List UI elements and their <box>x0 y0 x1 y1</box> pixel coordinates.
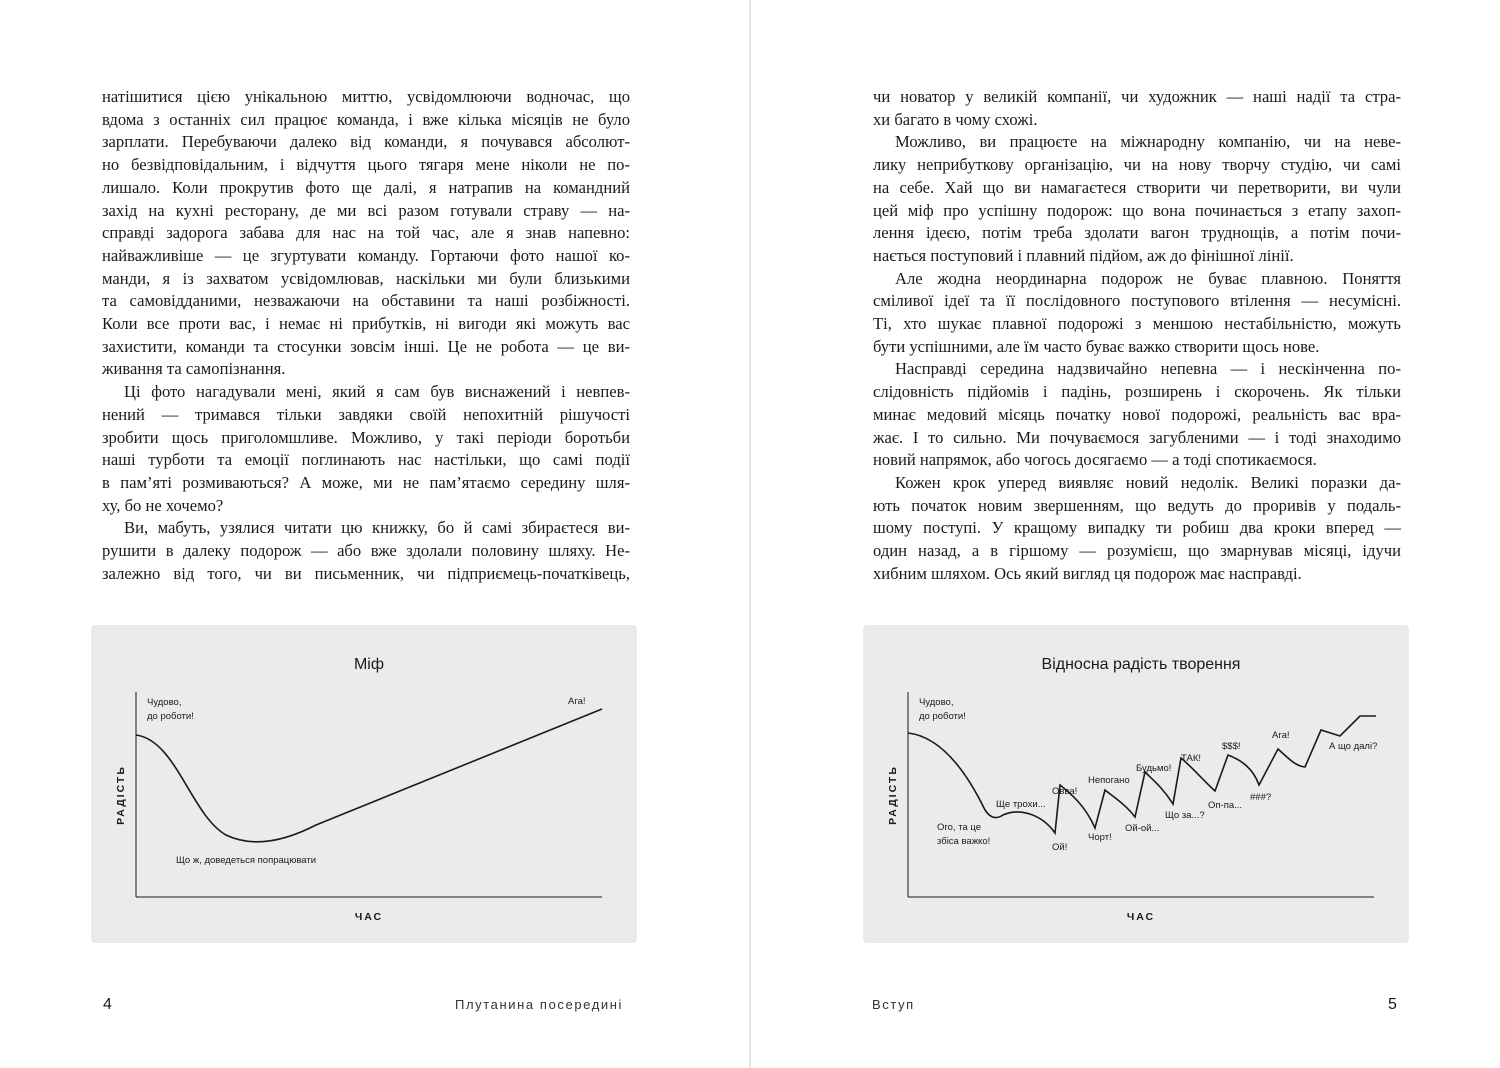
text-line: лику неприбуткову організацію, чи на нову творчу студію, чи самі <box>873 155 1401 175</box>
text-line: Але жодна неординарна подорож не буває плавною. Поняття <box>895 268 1401 288</box>
text-line: бути успішними, але їм часто буває важко створити щось нове. <box>873 336 1320 356</box>
text-line: но безвідповідальним, і відчуття цього тягаря мене ніколи не по- <box>102 155 630 175</box>
annotation-nepohano: Непогано <box>1088 775 1130 786</box>
text-line: Ті, хто шукає плавної подорожі з меншою нестабільністю, можуть <box>873 314 1401 334</box>
left-page-body-text <box>102 86 630 585</box>
text-line: справді задорога забава для нас на той час, але я знав напевно: <box>102 223 630 243</box>
right-page <box>751 0 1500 1068</box>
page-number: 4 <box>103 996 112 1013</box>
chart-title: Міф <box>353 656 385 673</box>
annotation-start-line1: Чудово, <box>147 697 182 708</box>
text-line: Насправді середина надзвичайно непевна — і нескінченна по- <box>895 359 1401 379</box>
creative-joy-chart-figure <box>863 625 1409 943</box>
annotation-budmo: Будьмо! <box>1136 763 1172 774</box>
x-axis-label: ЧАС <box>354 911 384 923</box>
text-line: лишало. Коли прокрутив фото ще далі, я натрапив на командний <box>102 177 630 197</box>
annotation-dollars: $$$! <box>1222 741 1241 752</box>
text-line: слідовність підйомів і падінь, розширень і скорочень. Як тільки <box>873 382 1401 402</box>
text-line: рушити в далеку подорож — або вже здолали половину шляху. Не- <box>102 541 630 561</box>
text-line: Коли все проти вас, і немає ні прибутків, ні вигоди які можуть вас <box>102 314 630 334</box>
right-page-body-text <box>873 86 1401 585</box>
text-line: лення ідеєю, потім треба здолати вагон труднощів, а потім почи- <box>873 223 1401 243</box>
annotation-ogo-line1: Ого, та це <box>937 822 981 833</box>
page-number: 5 <box>1388 996 1397 1013</box>
text-line: зарплати. Перебуваючи далеко від команди, я почувався абсолют- <box>102 132 630 152</box>
text-line: Ці фото нагадували мені, який я сам був виснажений і невпев- <box>124 382 630 402</box>
text-line: залежно від того, чи ви письменник, чи підприємець-початківець, <box>102 563 630 583</box>
text-line: Кожен крок уперед виявляє новий недолік. Великі поразки да- <box>895 472 1401 492</box>
annotation-oi: Ой! <box>1052 842 1068 853</box>
annotation-ogo-line2: збіса важко! <box>937 836 991 847</box>
annotation-op-pa: Оп-па... <box>1208 800 1243 811</box>
reality-curve <box>908 716 1376 833</box>
myth-chart <box>91 625 637 943</box>
text-line: захистити, команди та стосунки зовсім інші. Це не робота — це ви- <box>102 336 630 356</box>
text-line: манди, я із захватом усвідомлював, наскільки ми були близькими <box>102 268 630 288</box>
annotation-a-shcho-dali: А що далі? <box>1329 741 1378 752</box>
annotation-start-line2: до роботи! <box>147 711 194 722</box>
text-line: зробити щось приголомшливе. Можливо, у такі періоди боротьби <box>102 427 630 447</box>
left-page <box>0 0 749 1068</box>
text-line: ють початок новим звершенням, що ведуть до проривів у подаль- <box>873 495 1401 515</box>
annotation-hash: ###? <box>1250 792 1272 803</box>
text-line: найважливіше — це згуртувати команду. Гортаючи фото нашої ко- <box>102 245 630 265</box>
text-line: в пам’яті розмиваються? А може, ми не пам’ятаємо середину шля- <box>102 472 630 492</box>
annotation-aha: Ага! <box>1272 730 1290 741</box>
text-line: цей міф про успішну подорож: що вона починається з етапу захоп- <box>873 200 1401 220</box>
annotation-chort: Чорт! <box>1088 832 1112 843</box>
running-head: Плутанина посередині <box>455 997 624 1012</box>
text-line: хибним шляхом. Ось який вигляд ця подорож має насправді. <box>873 563 1302 583</box>
text-line: новий напрямок, або чогось досягаємо — а тоді спотикаємося. <box>873 450 1317 470</box>
annotation-start-line1: Чудово, <box>919 697 954 708</box>
running-head: Вступ <box>872 997 915 1012</box>
annotation-sche-trokhy: Ще трохи... <box>996 799 1046 810</box>
annotation-start-line2: до роботи! <box>919 711 966 722</box>
text-line: наші турботи та емоції поглинають нас настільки, що самі події <box>102 450 630 470</box>
annotation-ovva: Овва! <box>1052 786 1078 797</box>
text-line: натішитися цією унікальною миттю, усвідомлюючи водночас, що <box>102 87 630 106</box>
myth-chart-figure <box>91 625 637 943</box>
text-line: один назад, а в гіршому — розумієш, що змарнував місяці, ідучи <box>873 541 1401 561</box>
text-line: шому поступі. У кращому випадку ти робиш два кроки вперед — <box>873 518 1401 538</box>
text-line: Можливо, ви працюєте на міжнародну компанію, чи на неве- <box>895 132 1401 152</box>
chart-title: Відносна радість творення <box>1041 656 1241 673</box>
text-line: хи багато в чому схожі. <box>873 109 1038 129</box>
text-line: ху, бо не хочемо? <box>102 495 224 515</box>
text-line: живання та самопізнання. <box>102 359 286 379</box>
text-line: Ви, мабуть, узялися читати цю книжку, бо й самі збираєтеся ви- <box>124 518 630 538</box>
annotation-tak: ТАК! <box>1181 753 1201 764</box>
text-line: на себе. Хай що ви намагаєтеся створити чи перетворити, ви чули <box>873 177 1401 197</box>
text-line: та самовідданими, незважаючи на обставини та наші розбіжності. <box>102 291 630 311</box>
x-axis-label: ЧАС <box>1126 911 1156 923</box>
y-axis-label: РАДІСТЬ <box>887 765 899 825</box>
text-line: минає медовий місяць початку нової подорожі, реальність вас вра- <box>873 404 1401 424</box>
text-line: захід на кухні ресторану, де ми всі разом готували страву — на- <box>102 200 630 220</box>
text-line: нається поступовий і плавний підйом, аж до фінішної лінії. <box>873 245 1294 265</box>
text-line: нений — тримався тільки завдяки своїй непохитній рішучості <box>102 404 630 424</box>
myth-curve <box>136 709 602 842</box>
annotation-dip: Що ж, доведеться попрацювати <box>176 855 317 866</box>
text-line: чи новатор у великій компанії, чи художник — наші надії та стра- <box>873 87 1401 106</box>
text-line: вдома з останніх сил працює команда, і вже кілька місяців не було <box>102 109 630 129</box>
y-axis-label: РАДІСТЬ <box>115 765 127 825</box>
text-line: сміливої ідеї та її послідовного поступового втілення — несумісні. <box>873 291 1401 311</box>
annotation-shcho-za: Що за...? <box>1165 810 1205 821</box>
annotation-oi-oi: Ой-ой... <box>1125 823 1160 834</box>
annotation-aha: Ага! <box>568 696 586 707</box>
creative-joy-chart <box>863 625 1409 943</box>
text-line: жає. І то сильно. Ми почуваємося загубленими — і тоді знаходимо <box>873 427 1401 447</box>
